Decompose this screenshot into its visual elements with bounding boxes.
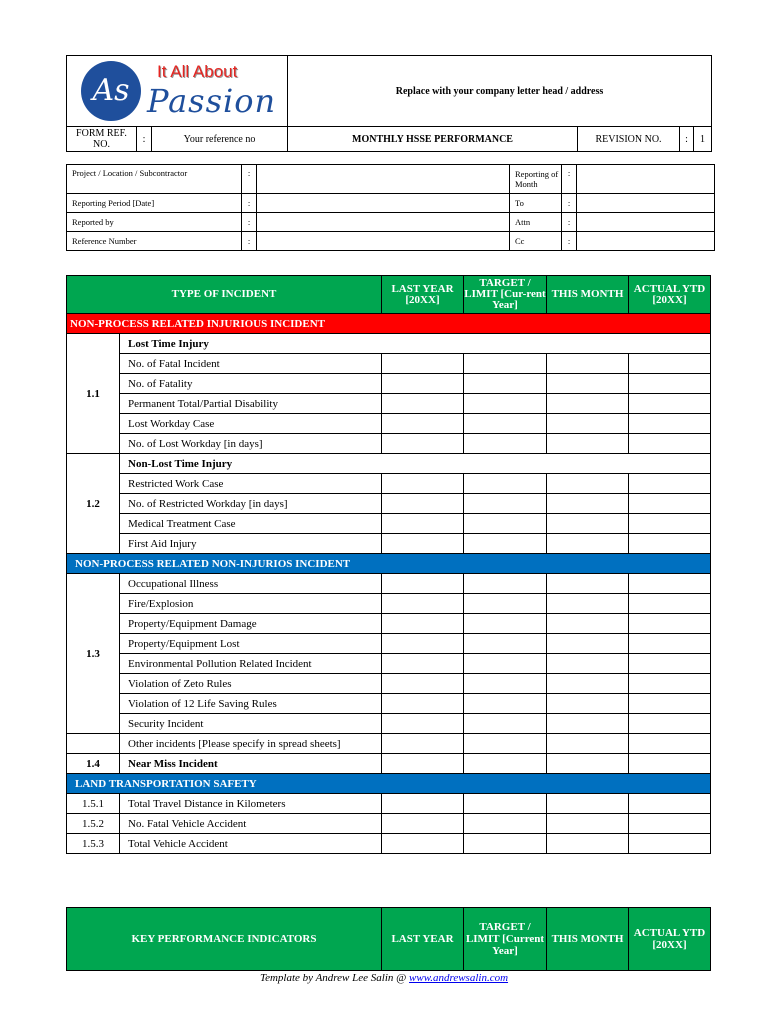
- value-cell-target[interactable]: [464, 534, 547, 554]
- value-cell-this-month[interactable]: [547, 634, 629, 654]
- value-cell-target[interactable]: [464, 354, 547, 374]
- reference-number-label: Reference Number: [67, 232, 242, 251]
- section-non-injurious-title: NON-PROCESS RELATED NON-INJURIOS INCIDENT: [67, 554, 711, 574]
- kpi-last-year: LAST YEAR: [382, 908, 464, 971]
- kpi-target: TARGET / LIMIT [Current Year]: [464, 908, 547, 971]
- table-row: [67, 434, 711, 454]
- incident-label: Lost Workday Case: [120, 414, 382, 434]
- table-row: [67, 374, 711, 394]
- value-cell-target[interactable]: [464, 574, 547, 594]
- table-row: [67, 734, 711, 754]
- letterhead: Replace with your company letter head / address: [288, 56, 712, 127]
- value-cell-actual-ytd[interactable]: [629, 514, 711, 534]
- table-row: [67, 674, 711, 694]
- table-row: [67, 514, 711, 534]
- value-cell-last-year[interactable]: [382, 614, 464, 634]
- project-label: Project / Location / Subcontractor: [67, 165, 242, 194]
- kpi-title: KEY PERFORMANCE INDICATORS: [67, 908, 382, 971]
- incident-label: Violation of Zeto Rules: [120, 674, 382, 694]
- value-cell-target[interactable]: [464, 714, 547, 734]
- table-row: [67, 814, 711, 834]
- value-cell-actual-ytd[interactable]: [629, 714, 711, 734]
- value-cell-last-year[interactable]: [382, 374, 464, 394]
- value-cell-this-month[interactable]: [547, 674, 629, 694]
- footer-link[interactable]: www.andrewsalin.com: [409, 972, 509, 984]
- value-cell-this-month[interactable]: [547, 354, 629, 374]
- value-cell-target[interactable]: [464, 654, 547, 674]
- value-cell-this-month[interactable]: [547, 654, 629, 674]
- section-transport-title: LAND TRANSPORTATION SAFETY: [67, 774, 711, 794]
- incident-table: [66, 275, 711, 854]
- header-this-month: THIS MONTH: [547, 276, 629, 314]
- item-number: 1.5.3: [67, 834, 120, 854]
- value-cell-target[interactable]: [464, 814, 547, 834]
- value-cell-target[interactable]: [464, 394, 547, 414]
- value-cell-actual-ytd[interactable]: [629, 754, 711, 774]
- value-cell-actual-ytd[interactable]: [629, 374, 711, 394]
- group-number: 1.1: [67, 334, 120, 454]
- value-cell-actual-ytd[interactable]: [629, 354, 711, 374]
- incident-label: Other incidents [Please specify in spread sheets]: [120, 734, 382, 754]
- value-cell-this-month[interactable]: [547, 814, 629, 834]
- value-cell-last-year[interactable]: [382, 494, 464, 514]
- value-cell-this-month[interactable]: [547, 394, 629, 414]
- value-cell-target[interactable]: [464, 694, 547, 714]
- value-cell-actual-ytd[interactable]: [629, 694, 711, 714]
- section-injurious-title: NON-PROCESS RELATED INJURIOUS INCIDENT: [67, 314, 711, 334]
- group-title: Lost Time Injury: [120, 334, 711, 354]
- value-cell-last-year[interactable]: [382, 714, 464, 734]
- reporting-month-field[interactable]: [577, 165, 715, 194]
- value-cell-this-month[interactable]: [547, 414, 629, 434]
- value-cell-target[interactable]: [464, 614, 547, 634]
- footer: [0, 972, 768, 984]
- value-cell-this-month[interactable]: [547, 714, 629, 734]
- group-title: Non-Lost Time Injury: [120, 454, 711, 474]
- value-cell-target[interactable]: [464, 834, 547, 854]
- kpi-actual: ACTUAL YTD [20XX]: [629, 908, 711, 971]
- section-non-injurious: [67, 554, 711, 574]
- incident-label: Near Miss Incident: [120, 754, 382, 774]
- form-ref-label: FORM REF. NO.: [67, 127, 137, 152]
- value-cell-this-month[interactable]: [547, 514, 629, 534]
- section-injurious: [67, 314, 711, 334]
- incident-label: Violation of 12 Life Saving Rules: [120, 694, 382, 714]
- value-cell-actual-ytd[interactable]: [629, 654, 711, 674]
- group-number: 1.4: [67, 754, 120, 774]
- incident-label: No. of Fatal Incident: [120, 354, 382, 374]
- value-cell-this-month[interactable]: [547, 574, 629, 594]
- value-cell-last-year[interactable]: [382, 514, 464, 534]
- value-cell-this-month[interactable]: [547, 594, 629, 614]
- attn-label: Attn: [510, 213, 562, 232]
- kpi-table: [66, 907, 711, 971]
- value-cell-target[interactable]: [464, 794, 547, 814]
- revision-label: REVISION NO.: [578, 127, 680, 152]
- table-row: [67, 494, 711, 514]
- value-cell-actual-ytd[interactable]: [629, 434, 711, 454]
- group-number: 1.3: [67, 574, 120, 734]
- incident-label: Restricted Work Case: [120, 474, 382, 494]
- period-label: Reporting Period [Date]: [67, 194, 242, 213]
- value-cell-last-year[interactable]: [382, 414, 464, 434]
- value-cell-this-month[interactable]: [547, 834, 629, 854]
- table-row: [67, 354, 711, 374]
- value-cell-target[interactable]: [464, 374, 547, 394]
- cc-label: Cc: [510, 232, 562, 251]
- table-row: [67, 694, 711, 714]
- value-cell-this-month[interactable]: [547, 694, 629, 714]
- form-header: [66, 55, 712, 152]
- value-cell-target[interactable]: [464, 754, 547, 774]
- attn-field[interactable]: [577, 213, 715, 232]
- to-field[interactable]: [577, 194, 715, 213]
- value-cell-last-year[interactable]: [382, 814, 464, 834]
- incident-label: No. of Fatality: [120, 374, 382, 394]
- value-cell-this-month[interactable]: [547, 734, 629, 754]
- table-row: [67, 754, 711, 774]
- header-type: TYPE OF INCIDENT: [67, 276, 382, 314]
- value-cell-this-month[interactable]: [547, 754, 629, 774]
- value-cell-actual-ytd[interactable]: [629, 834, 711, 854]
- incident-label: First Aid Injury: [120, 534, 382, 554]
- item-number: 1.5.2: [67, 814, 120, 834]
- table-row: [67, 574, 711, 594]
- header-target: TARGET / LIMIT [Cur-rent Year]: [464, 276, 547, 314]
- value-cell-last-year[interactable]: [382, 634, 464, 654]
- value-cell-this-month[interactable]: [547, 614, 629, 634]
- table-row: [67, 614, 711, 634]
- incident-label: Total Vehicle Accident: [120, 834, 382, 854]
- value-cell-this-month[interactable]: [547, 374, 629, 394]
- group-title-row: [67, 334, 711, 354]
- value-cell-actual-ytd[interactable]: [629, 794, 711, 814]
- value-cell-target[interactable]: [464, 674, 547, 694]
- incident-label: Security Incident: [120, 714, 382, 734]
- reported-by-field[interactable]: [257, 213, 510, 232]
- incident-label: No. of Restricted Workday [in days]: [120, 494, 382, 514]
- group-number: 1.2: [67, 454, 120, 554]
- table-row: [67, 794, 711, 814]
- table-row: [67, 594, 711, 614]
- form-title: MONTHLY HSSE PERFORMANCE: [288, 127, 578, 152]
- table-row: [67, 394, 711, 414]
- item-number: 1.5.1: [67, 794, 120, 814]
- incident-label: Permanent Total/Partial Disability: [120, 394, 382, 414]
- to-label: To: [510, 194, 562, 213]
- value-cell-last-year[interactable]: [382, 354, 464, 374]
- kpi-this-month: THIS MONTH: [547, 908, 629, 971]
- reported-by-label: Reported by: [67, 213, 242, 232]
- value-cell-target[interactable]: [464, 414, 547, 434]
- table-row: [67, 634, 711, 654]
- value-cell-target[interactable]: [464, 474, 547, 494]
- value-cell-actual-ytd[interactable]: [629, 394, 711, 414]
- incident-label: Environmental Pollution Related Incident: [120, 654, 382, 674]
- table-row: [67, 474, 711, 494]
- table-row: [67, 834, 711, 854]
- value-cell-last-year[interactable]: [382, 594, 464, 614]
- value-cell-last-year[interactable]: [382, 474, 464, 494]
- value-cell-target[interactable]: [464, 434, 547, 454]
- reference-number-field[interactable]: [257, 232, 510, 251]
- cc-field[interactable]: [577, 232, 715, 251]
- table-row: [67, 534, 711, 554]
- reporting-month-label: Reporting of Month: [510, 165, 562, 194]
- value-cell-actual-ytd[interactable]: [629, 634, 711, 654]
- value-cell-this-month[interactable]: [547, 474, 629, 494]
- value-cell-target[interactable]: [464, 634, 547, 654]
- form-ref-value[interactable]: Your reference no: [152, 127, 288, 152]
- incident-label: Medical Treatment Case: [120, 514, 382, 534]
- logo-tagline: It All About: [157, 62, 238, 81]
- logo-wordmark: Passion: [147, 82, 277, 120]
- revision-value[interactable]: 1: [694, 127, 712, 152]
- value-cell-actual-ytd[interactable]: [629, 814, 711, 834]
- header-actual: ACTUAL YTD [20XX]: [629, 276, 711, 314]
- value-cell-last-year[interactable]: [382, 754, 464, 774]
- value-cell-target[interactable]: [464, 734, 547, 754]
- incident-label: Total Travel Distance in Kilometers: [120, 794, 382, 814]
- value-cell-last-year[interactable]: [382, 674, 464, 694]
- value-cell-this-month[interactable]: [547, 494, 629, 514]
- value-cell-last-year[interactable]: [382, 834, 464, 854]
- value-cell-target[interactable]: [464, 594, 547, 614]
- period-field[interactable]: [257, 194, 510, 213]
- report-info: Project / Location / Subcontractor : Reporting of Month : Reporting Period [Date] : To : Reported by : Attn : Reference Number : Cc :: [66, 164, 715, 251]
- group-title-row: [67, 454, 711, 474]
- incident-label: Fire/Explosion: [120, 594, 382, 614]
- value-cell-last-year[interactable]: [382, 734, 464, 754]
- value-cell-actual-ytd[interactable]: [629, 474, 711, 494]
- colon: :: [137, 127, 152, 152]
- value-cell-last-year[interactable]: [382, 394, 464, 414]
- project-field[interactable]: [257, 165, 510, 194]
- logo: [67, 56, 288, 127]
- value-cell-actual-ytd[interactable]: [629, 494, 711, 514]
- footer-text: Template by Andrew Lee Salin @: [259, 972, 410, 984]
- incident-label: No. of Lost Workday [in days]: [120, 434, 382, 454]
- value-cell-actual-ytd[interactable]: [629, 414, 711, 434]
- section-transport: [67, 774, 711, 794]
- value-cell-last-year[interactable]: [382, 694, 464, 714]
- value-cell-last-year[interactable]: [382, 434, 464, 454]
- value-cell-this-month[interactable]: [547, 794, 629, 814]
- incident-label: Occupational Illness: [120, 574, 382, 594]
- incident-label: No. Fatal Vehicle Accident: [120, 814, 382, 834]
- logo-badge: As: [81, 61, 141, 121]
- value-cell-actual-ytd[interactable]: [629, 674, 711, 694]
- value-cell-target[interactable]: [464, 514, 547, 534]
- header-last-year: LAST YEAR [20XX]: [382, 276, 464, 314]
- table-row: [67, 654, 711, 674]
- value-cell-actual-ytd[interactable]: [629, 734, 711, 754]
- value-cell-this-month[interactable]: [547, 534, 629, 554]
- empty-number: [67, 734, 120, 754]
- incident-label: Property/Equipment Damage: [120, 614, 382, 634]
- table-row: [67, 714, 711, 734]
- value-cell-last-year[interactable]: [382, 534, 464, 554]
- value-cell-actual-ytd[interactable]: [629, 574, 711, 594]
- table-row: [67, 414, 711, 434]
- incident-label: Property/Equipment Lost: [120, 634, 382, 654]
- value-cell-actual-ytd[interactable]: [629, 614, 711, 634]
- value-cell-last-year[interactable]: [382, 794, 464, 814]
- value-cell-target[interactable]: [464, 494, 547, 514]
- colon: :: [680, 127, 694, 152]
- value-cell-actual-ytd[interactable]: [629, 594, 711, 614]
- value-cell-this-month[interactable]: [547, 434, 629, 454]
- value-cell-actual-ytd[interactable]: [629, 534, 711, 554]
- value-cell-last-year[interactable]: [382, 654, 464, 674]
- value-cell-last-year[interactable]: [382, 574, 464, 594]
